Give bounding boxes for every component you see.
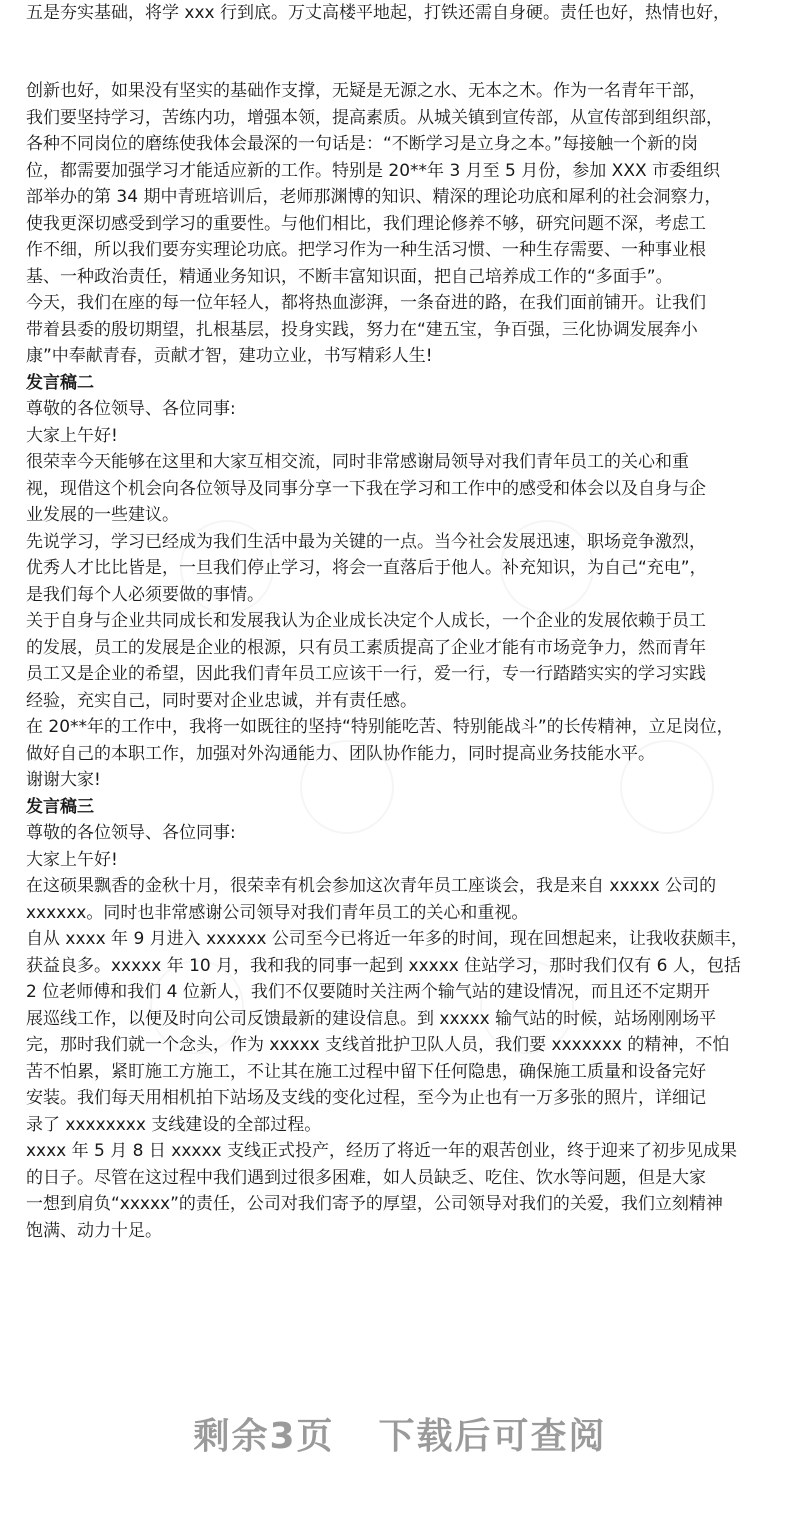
- text-line: 一想到肩负“xxxxx”的责任，公司对我们寄予的厚望，公司领导对我们的关爱，我们立刻精神: [26, 1194, 723, 1214]
- document-body: [26, 78, 778, 1244]
- text-line: 谢谢大家!: [26, 770, 101, 790]
- text-line: 各种不同岗位的磨练使我体会最深的一句话是：“不断学习是立身之本。”每接触一个新的岗: [26, 134, 699, 154]
- text-line: 作不细，所以我们要夯实理论功底。把学习作为一种生活习惯、一种生存需要、一种事业根: [26, 240, 706, 260]
- text-line: xxxx 年 5 月 8 日 xxxxx 支线正式投产，经历了将近一年的艰苦创业，终于迎来了初步见成果: [26, 1141, 738, 1161]
- text-line: 视，现借这个机会向各位领导及同事分享一下我在学习和工作中的感受和体会以及自身与企: [26, 478, 706, 499]
- text-line: 我们要坚持学习，苦练内功，增强本领，提高素质。从城关镇到宣传部，从宣传部到组织部，: [26, 107, 723, 128]
- text-line: 饱满、动力十足。: [26, 1220, 162, 1241]
- text-line: 康”中奉献青春，贡献才智，建功立业，书写精彩人生!: [26, 346, 433, 366]
- text-line: 带着县委的殷切期望，扎根基层，投身实践，努力在“建五宝，争百强，三化协调发展奔小: [26, 319, 698, 340]
- text-line: 使我更深切感受到学习的重要性。与他们相比，我们理论修养不够，研究问题不深，考虑工: [26, 213, 706, 234]
- text-line: 在这硕果飘香的金秋十月，很荣幸有机会参加这次青年员工座谈会，我是来自 xxxxx 公司的: [26, 876, 717, 896]
- text-line: 位，都需要加强学习才能适应新的工作。特别是 20**年 3 月至 5 月份，参加 XXX 市委组织: [26, 160, 721, 181]
- download-prompt[interactable]: [0, 1408, 800, 1459]
- text-line: 尊敬的各位领导、各位同事:: [26, 399, 236, 419]
- text-line: 苦不怕累，紧盯施工方施工，不让其在施工过程中留下任何隐患，确保施工质量和设备完好: [26, 1061, 706, 1082]
- text-line: 展巡线工作，以便及时向公司反馈最新的建设信息。到 xxxxx 输气站的时候，站场刚刚场平: [26, 1008, 717, 1029]
- text-line: 经验，充实自己，同时要对企业忠诚，并有责任感。: [26, 690, 417, 711]
- top-line: 五是夯实基础，将学 xxx 行到底。万丈高楼平地起，打铁还需自身硬。责任也好，热情也好，: [26, 3, 730, 23]
- text-line: 自从 xxxx 年 9 月进入 xxxxxx 公司至今已将近一年多的时间，现在回想起来，让我收获颇丰，: [26, 929, 748, 949]
- text-line: 先说学习，学习已经成为我们生活中最为关键的一点。当今社会发展迅速，职场竞争激烈，: [26, 531, 706, 552]
- text-line: 在 20**年的工作中，我将一如既往的坚持“特别能吃苦、特别能战斗”的长传精神，立足岗位，: [26, 717, 734, 737]
- download-to-view-text: 下载后可查阅: [378, 1416, 607, 1457]
- text-line: 大家上午好!: [26, 425, 118, 446]
- text-line: 的发展，员工的发展是企业的根源，只有员工素质提高了企业才能有市场竞争力，然而青年: [26, 637, 706, 658]
- text-line: 获益良多。xxxxx 年 10 月，我和我的同事一起到 xxxxx 住站学习，那时我们仅有 6 人，包括: [26, 955, 741, 976]
- text-line: 做好自己的本职工作，加强对外沟通能力、团队协作能力，同时提高业务技能水平。: [26, 743, 655, 764]
- text-line: 安装。我们每天用相机拍下站场及支线的变化过程，至今为止也有一万多张的照片，详细记: [26, 1088, 706, 1108]
- text-line: 完，那时我们就一个念头，作为 xxxxx 支线首批护卫队人员，我们要 xxxxxxx 的精神，不怕: [26, 1035, 730, 1055]
- text-line: 员工又是企业的希望，因此我们青年员工应该干一行，爱一行，专一行踏踏实实的学习实践: [26, 664, 706, 684]
- remaining-pages-text: 剩余3页: [193, 1416, 335, 1457]
- text-line: 的日子。尽管在这过程中我们遇到过很多困难，如人员缺乏、吃住、饮水等问题，但是大家: [26, 1167, 706, 1188]
- text-line: 优秀人才比比皆是，一旦我们停止学习，将会一直落后于他人。补充知识，为自己“充电”，: [26, 558, 707, 578]
- text-line: 大家上午好!: [26, 849, 118, 870]
- text-line: 尊敬的各位领导、各位同事:: [26, 823, 236, 843]
- section-heading: 发言稿三: [26, 796, 94, 817]
- text-line: 录了 xxxxxxxx 支线建设的全部过程。: [26, 1114, 322, 1135]
- text-line: 部举办的第 34 期中青班培训后，老师那渊博的知识、精深的理论功底和犀利的社会洞察力，: [26, 187, 722, 207]
- text-line: 今天，我们在座的每一位年轻人，都将热血澎湃，一条奋进的路，在我们面前铺开。让我们: [26, 293, 706, 313]
- text-line: 基、一种政治责任，精通业务知识，不断丰富知识面，把自己培养成工作的“多面手”。: [26, 266, 673, 287]
- text-line: 关于自身与企业共同成长和发展我认为企业成长决定个人成长，一个企业的发展依赖于员工: [26, 611, 706, 631]
- text-line: 2 位老师傅和我们 4 位新人，我们不仅要随时关注两个输气站的建设情况，而且还不定期开: [26, 982, 710, 1002]
- text-line: 业发展的一些建议。: [26, 505, 179, 525]
- text-line: 是我们每个人必须要做的事情。: [26, 584, 264, 605]
- text-line: 创新也好，如果没有坚实的基础作支撑，无疑是无源之水、无本之木。作为一名青年干部，: [26, 81, 706, 101]
- text-line: 很荣幸今天能够在这里和大家互相交流，同时非常感谢局领导对我们青年员工的关心和重: [26, 452, 689, 472]
- text-line: xxxxxx。同时也非常感谢公司领导对我们青年员工的关心和重视。: [26, 902, 529, 923]
- section-heading: 发言稿二: [26, 372, 94, 393]
